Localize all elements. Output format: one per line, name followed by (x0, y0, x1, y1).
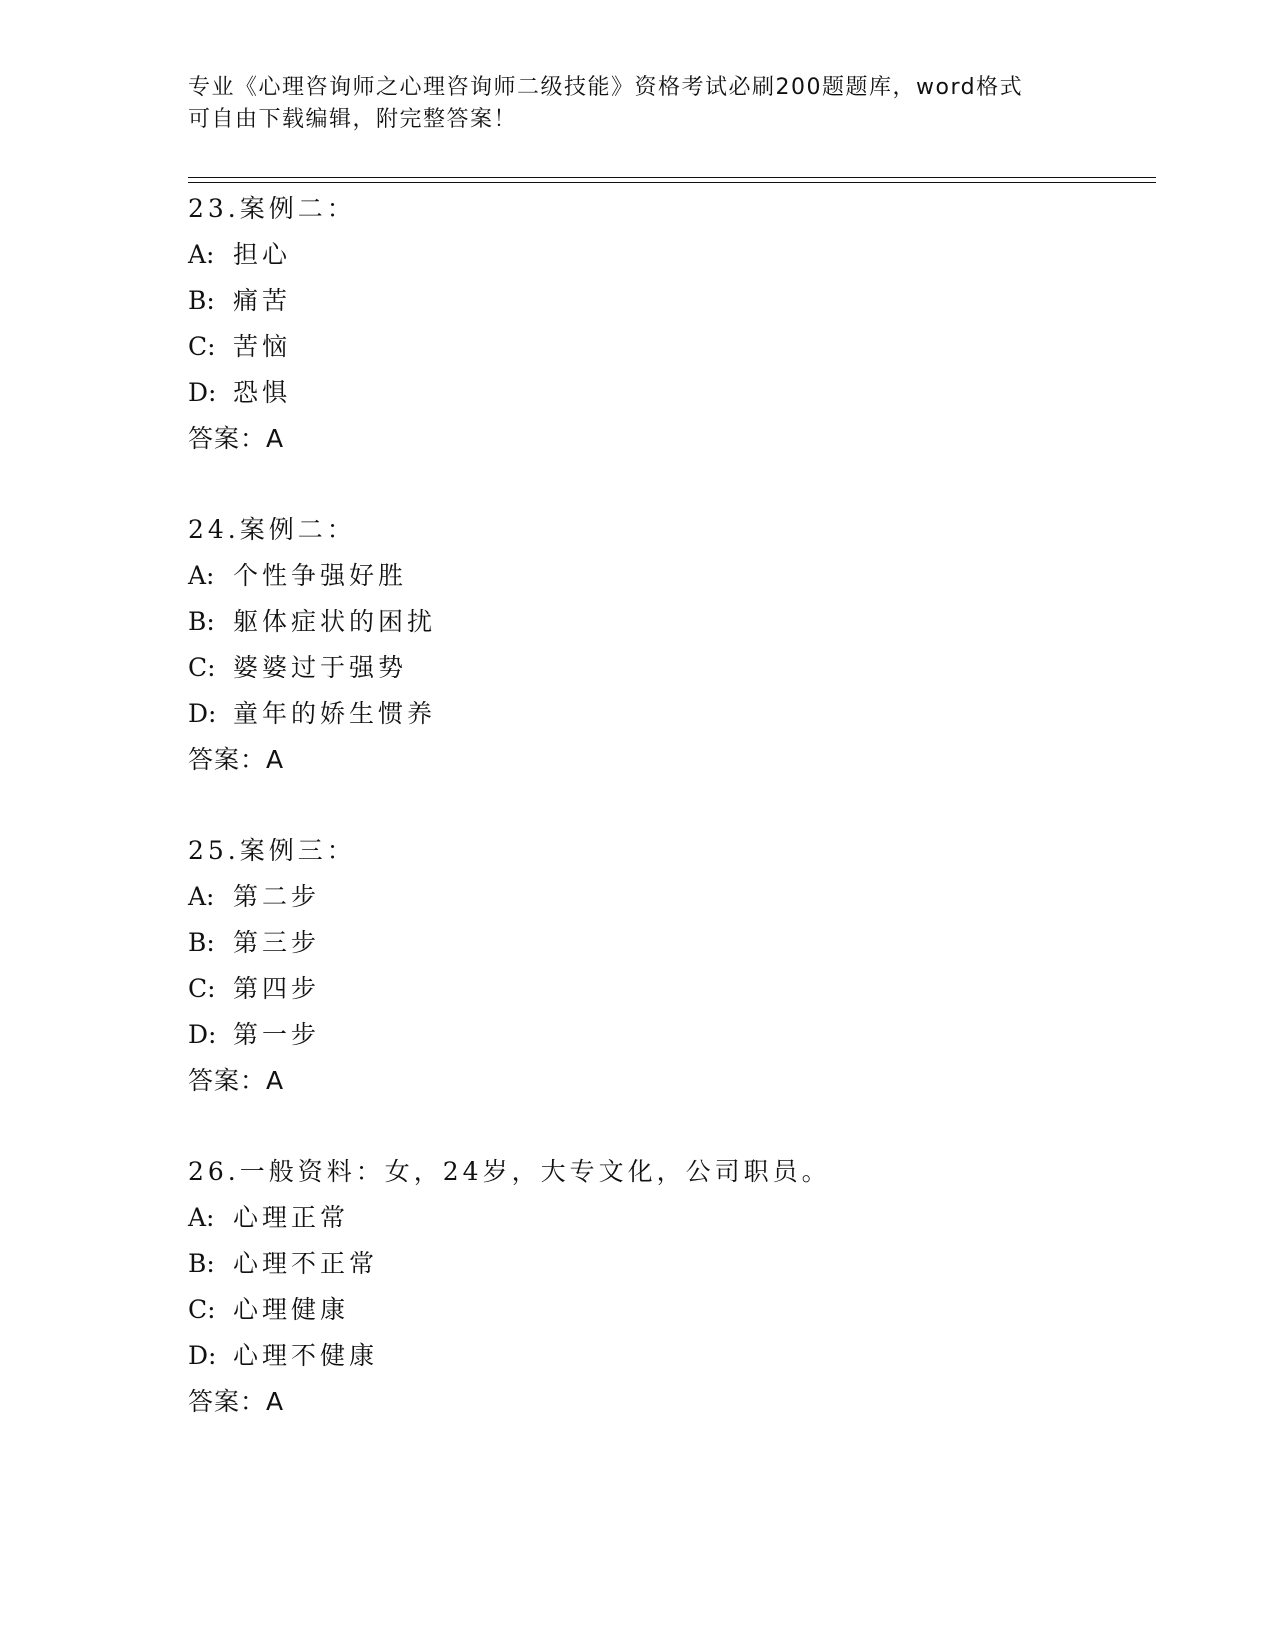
option-text: 第三步 (233, 928, 321, 957)
question-stem: 23.案例二： (188, 194, 356, 223)
option-text: 心理正常 (233, 1203, 350, 1232)
option-letter: A: (188, 1203, 215, 1232)
option-d (188, 1012, 1148, 1058)
option-text: 躯体症状的困扰 (233, 607, 437, 636)
option-letter: A: (188, 882, 215, 911)
option-text: 苦恼 (233, 332, 292, 361)
option-c (188, 645, 1148, 691)
question-stem: 25.案例三： (188, 836, 356, 865)
answer-line: 答案：A (188, 745, 285, 774)
option-b (188, 599, 1148, 645)
option-text: 恐惧 (233, 378, 292, 407)
option-letter: C: (188, 1295, 216, 1324)
option-c (188, 324, 1148, 370)
option-letter: B: (188, 1249, 215, 1278)
option-letter: B: (188, 607, 215, 636)
answer-line: 答案：A (188, 1387, 285, 1416)
option-text: 担心 (233, 240, 292, 269)
option-a (188, 874, 1148, 920)
option-text: 第二步 (233, 882, 321, 911)
option-letter: D: (188, 699, 217, 728)
option-d (188, 691, 1148, 737)
option-a (188, 1195, 1148, 1241)
header-line-2: 可自由下载编辑，附完整答案！ (188, 107, 518, 132)
option-letter: C: (188, 974, 216, 1003)
option-letter: A: (188, 240, 215, 269)
option-letter: C: (188, 653, 216, 682)
option-b (188, 278, 1148, 324)
option-b (188, 1241, 1148, 1287)
question-stem: 24.案例二： (188, 515, 356, 544)
option-text: 心理不正常 (233, 1249, 379, 1278)
question-25 (188, 828, 1148, 1104)
option-b (188, 920, 1148, 966)
question-23 (188, 186, 1148, 462)
option-letter: B: (188, 928, 215, 957)
option-letter: D: (188, 1020, 217, 1049)
option-letter: D: (188, 378, 217, 407)
question-24 (188, 507, 1148, 783)
option-c (188, 1287, 1148, 1333)
option-text: 婆婆过于强势 (233, 653, 408, 682)
option-a (188, 232, 1148, 278)
option-text: 童年的娇生惯养 (233, 699, 437, 728)
header-divider-top (188, 177, 1156, 178)
header-line-1: 专业《心理咨询师之心理咨询师二级技能》资格考试必刷200题题库，word格式 (188, 75, 1024, 100)
header-divider-bottom (188, 182, 1156, 183)
option-text: 个性争强好胜 (233, 561, 408, 590)
option-text: 心理健康 (233, 1295, 350, 1324)
option-letter: A: (188, 561, 215, 590)
option-d (188, 1333, 1148, 1379)
option-d (188, 370, 1148, 416)
option-text: 第四步 (233, 974, 321, 1003)
option-letter: B: (188, 286, 215, 315)
option-a (188, 553, 1148, 599)
option-text: 心理不健康 (233, 1341, 379, 1370)
option-text: 痛苦 (233, 286, 292, 315)
question-stem: 26.一般资料：女，24岁，大专文化，公司职员。 (188, 1157, 831, 1186)
option-c (188, 966, 1148, 1012)
option-letter: C: (188, 332, 216, 361)
option-letter: D: (188, 1341, 217, 1370)
answer-line: 答案：A (188, 424, 285, 453)
question-26 (188, 1149, 1148, 1425)
answer-line: 答案：A (188, 1066, 285, 1095)
option-text: 第一步 (233, 1020, 321, 1049)
document-header (188, 72, 1068, 136)
